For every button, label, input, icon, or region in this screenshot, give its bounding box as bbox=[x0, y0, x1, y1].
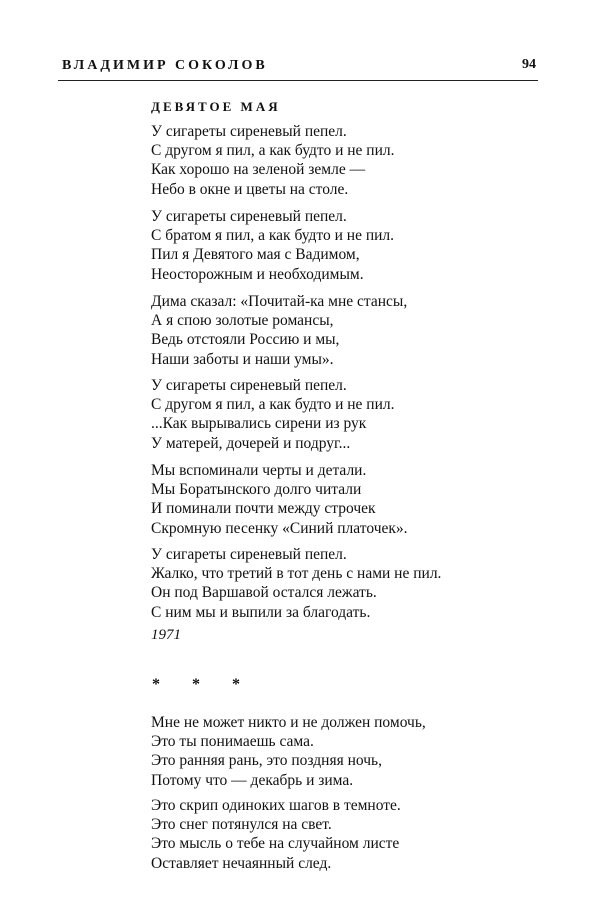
poem-line: С другом я пил, а как будто и не пил. bbox=[151, 142, 395, 160]
poem-line: Мне не может никто и не должен помочь, bbox=[151, 714, 426, 731]
poem-line: Это скрип одиноких шагов в темноте. bbox=[151, 797, 401, 814]
poem-line: Оставляет нечаянный след. bbox=[151, 854, 332, 872]
poem-line: Это снег потянулся на свет. bbox=[151, 816, 332, 834]
stanza-5 bbox=[151, 461, 408, 538]
stanza-8 bbox=[151, 796, 401, 873]
poem-line: ...Как вырывались сирени из рук bbox=[151, 415, 367, 433]
poem-line: Неосторожным и необходимым. bbox=[151, 265, 364, 283]
poem-line: Пил я Девятого мая с Вадимом, bbox=[151, 246, 360, 264]
poem-line: С братом я пил, а как будто и не пил. bbox=[151, 227, 395, 245]
poem-line: Небо в окне и цветы на столе. bbox=[151, 180, 349, 198]
poem-line: Потому что — декабрь и зима. bbox=[151, 771, 354, 789]
poem-line: Ведь отстояли Россию и мы, bbox=[151, 331, 340, 349]
stanza-2 bbox=[151, 207, 394, 284]
poem-line: Скромную песенку «Синий платочек». bbox=[151, 519, 408, 537]
asterism-separator: * * * bbox=[152, 676, 254, 693]
poem-line: Наши заботы и наши умы». bbox=[151, 350, 334, 368]
poem-line: Это ты понимаешь сама. bbox=[151, 733, 314, 751]
header-rule bbox=[58, 80, 538, 81]
poem-line: А я спою золотые романсы, bbox=[151, 312, 334, 330]
poem-title: ДЕВЯТОЕ МАЯ bbox=[151, 99, 281, 114]
poem-line: С ним мы и выпили за благодать. bbox=[151, 603, 371, 621]
poem-line: И поминали почти между строчек bbox=[151, 500, 376, 518]
stanza-6 bbox=[151, 545, 441, 622]
stanza-3 bbox=[151, 292, 407, 369]
poem-line: Это ранняя рань, это поздняя ночь, bbox=[151, 752, 382, 770]
poem-year: 1971 bbox=[151, 627, 181, 643]
poem-line: У сигареты сиреневый пепел. bbox=[151, 123, 347, 140]
page-number: 94 bbox=[522, 57, 536, 72]
poem-line: Он под Варшавой остался лежать. bbox=[151, 584, 377, 602]
poem-line: С другом я пил, а как будто и не пил. bbox=[151, 396, 395, 414]
poem-line: Это мысль о тебе на случайном листе bbox=[151, 835, 400, 853]
stanza-7 bbox=[151, 713, 426, 790]
poem-line: У сигареты сиреневый пепел. bbox=[151, 208, 347, 225]
poem-line: У матерей, дочерей и подруг... bbox=[151, 434, 351, 452]
stanza-4 bbox=[151, 376, 395, 453]
poem-line: У сигареты сиреневый пепел. bbox=[151, 546, 347, 563]
poem-line: Как хорошо на зеленой земле — bbox=[151, 161, 366, 179]
poem-line: Мы Боратынского долго читали bbox=[151, 481, 362, 499]
stanza-1 bbox=[151, 122, 395, 199]
poem-line: Жалко, что третий в тот день с нами не пил. bbox=[151, 565, 442, 583]
poem-line: Дима сказал: «Почитай-ка мне стансы, bbox=[151, 293, 408, 310]
poem-line: Мы вспоминали черты и детали. bbox=[151, 462, 367, 479]
running-head-author: ВЛАДИМИР СОКОЛОВ bbox=[62, 58, 268, 73]
poem-line: У сигареты сиреневый пепел. bbox=[151, 377, 347, 394]
